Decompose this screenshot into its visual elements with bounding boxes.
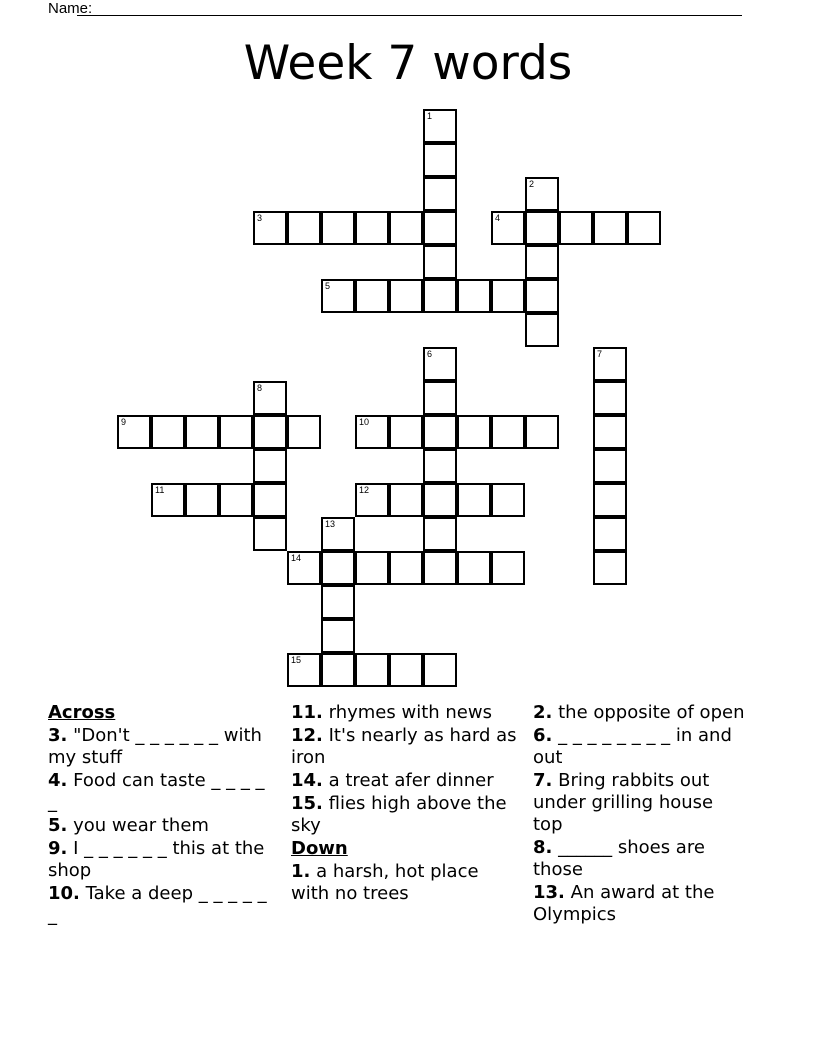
grid-cell[interactable] — [525, 245, 559, 279]
grid-cell[interactable] — [491, 211, 525, 245]
clue-number: 5 — [325, 281, 331, 291]
grid-cell[interactable] — [593, 211, 627, 245]
clues-column-2 — [291, 702, 519, 906]
grid-cell[interactable] — [593, 551, 627, 585]
grid-cell[interactable] — [253, 211, 287, 245]
grid-cell[interactable] — [423, 653, 457, 687]
grid-cell[interactable] — [627, 211, 661, 245]
grid-cell[interactable] — [355, 551, 389, 585]
clue-across-3: 3. "Don't _ _ _ _ _ _ with my stuff — [48, 725, 262, 768]
grid-cell[interactable] — [593, 347, 627, 381]
clue-number: 14 — [291, 553, 302, 563]
clue-number: 4 — [495, 213, 501, 223]
grid-cell[interactable] — [491, 279, 525, 313]
clue-down-8: 8. ______ shoes are those — [533, 837, 705, 880]
grid-cell[interactable] — [423, 517, 457, 551]
grid-cell[interactable] — [321, 211, 355, 245]
grid-cell[interactable] — [389, 551, 423, 585]
grid-cell[interactable] — [593, 381, 627, 415]
grid-cell[interactable] — [559, 211, 593, 245]
grid-cell[interactable] — [253, 415, 287, 449]
down-heading: Down — [291, 838, 348, 859]
grid-cell[interactable] — [457, 551, 491, 585]
grid-cell[interactable] — [423, 211, 457, 245]
grid-cell[interactable] — [355, 211, 389, 245]
grid-cell[interactable] — [287, 653, 321, 687]
grid-cell[interactable] — [423, 245, 457, 279]
clue-across-14: 14. a treat afer dinner — [291, 770, 494, 791]
grid-cell[interactable] — [321, 551, 355, 585]
name-input-line[interactable] — [77, 15, 742, 16]
grid-cell[interactable] — [457, 279, 491, 313]
grid-cell[interactable] — [389, 483, 423, 517]
clue-down-1: 1. a harsh, hot place with no trees — [291, 861, 479, 904]
grid-cell[interactable] — [423, 449, 457, 483]
grid-cell[interactable] — [389, 211, 423, 245]
grid-cell[interactable] — [355, 483, 389, 517]
clue-across-10: 10. Take a deep _ _ _ _ _ _ — [48, 883, 267, 926]
grid-cell[interactable] — [525, 415, 559, 449]
clue-number: 15 — [291, 655, 302, 665]
grid-cell[interactable] — [321, 517, 355, 551]
grid-cell[interactable] — [525, 211, 559, 245]
clue-down-6: 6. _ _ _ _ _ _ _ _ in and out — [533, 725, 732, 768]
grid-cell[interactable] — [287, 415, 321, 449]
grid-cell[interactable] — [423, 347, 457, 381]
grid-cell[interactable] — [593, 415, 627, 449]
grid-cell[interactable] — [423, 483, 457, 517]
clues-column-1 — [48, 702, 273, 928]
grid-cell[interactable] — [287, 211, 321, 245]
grid-cell[interactable] — [593, 517, 627, 551]
across-heading: Across — [48, 702, 116, 723]
clues-column-3 — [533, 702, 748, 927]
clue-number: 12 — [359, 485, 370, 495]
grid-cell[interactable] — [219, 415, 253, 449]
grid-cell[interactable] — [321, 619, 355, 653]
clue-number: 3 — [257, 213, 263, 223]
clue-number: 7 — [597, 349, 603, 359]
grid-cell[interactable] — [423, 177, 457, 211]
grid-cell[interactable] — [423, 279, 457, 313]
clue-down-13: 13. An award at the Olympics — [533, 882, 715, 925]
grid-cell[interactable] — [355, 279, 389, 313]
clue-across-15: 15. flies high above the sky — [291, 793, 507, 836]
grid-cell[interactable] — [253, 517, 287, 551]
grid-cell[interactable] — [321, 653, 355, 687]
grid-cell[interactable] — [321, 585, 355, 619]
clue-down-7: 7. Bring rabbits out under grilling house top — [533, 770, 714, 835]
grid-cell[interactable] — [593, 449, 627, 483]
grid-cell[interactable] — [219, 483, 253, 517]
grid-cell[interactable] — [423, 381, 457, 415]
grid-cell[interactable] — [151, 415, 185, 449]
grid-cell[interactable] — [117, 415, 151, 449]
grid-cell[interactable] — [151, 483, 185, 517]
grid-cell[interactable] — [287, 551, 321, 585]
grid-cell[interactable] — [423, 109, 457, 143]
grid-cell[interactable] — [355, 415, 389, 449]
clue-number: 9 — [121, 417, 127, 427]
clue-number: 10 — [359, 417, 370, 427]
name-label: Name: — [48, 0, 93, 17]
grid-cell[interactable] — [525, 177, 559, 211]
grid-cell[interactable] — [253, 483, 287, 517]
clue-number: 2 — [529, 179, 535, 189]
grid-cell[interactable] — [423, 143, 457, 177]
clue-number: 1 — [427, 111, 433, 121]
grid-cell[interactable] — [185, 415, 219, 449]
grid-cell[interactable] — [457, 415, 491, 449]
clue-number: 6 — [427, 349, 433, 359]
grid-cell[interactable] — [525, 313, 559, 347]
clue-across-9: 9. I _ _ _ _ _ _ this at the shop — [48, 838, 265, 881]
grid-cell[interactable] — [491, 551, 525, 585]
clue-number: 13 — [325, 519, 336, 529]
clue-across-4: 4. Food can taste _ _ _ _ _ — [48, 770, 265, 813]
clue-down-2: 2. the opposite of open — [533, 702, 745, 723]
clue-across-11: 11. rhymes with news — [291, 702, 492, 723]
clue-number: 11 — [155, 485, 165, 495]
grid-cell[interactable] — [389, 279, 423, 313]
grid-cell[interactable] — [491, 415, 525, 449]
grid-cell[interactable] — [491, 483, 525, 517]
clue-across-5: 5. you wear them — [48, 815, 209, 836]
grid-cell[interactable] — [185, 483, 219, 517]
grid-cell[interactable] — [355, 653, 389, 687]
grid-cell[interactable] — [253, 381, 287, 415]
grid-cell[interactable] — [389, 653, 423, 687]
grid-cell[interactable] — [253, 449, 287, 483]
grid-cell[interactable] — [389, 415, 423, 449]
grid-cell[interactable] — [423, 415, 457, 449]
grid-cell[interactable] — [457, 483, 491, 517]
clue-across-12: 12. It's nearly as hard as iron — [291, 725, 517, 768]
grid-cell[interactable] — [593, 483, 627, 517]
page-title: Week 7 words — [243, 36, 573, 91]
grid-cell[interactable] — [525, 279, 559, 313]
clue-number: 8 — [257, 383, 263, 393]
grid-cell[interactable] — [423, 551, 457, 585]
grid-cell[interactable] — [321, 279, 355, 313]
